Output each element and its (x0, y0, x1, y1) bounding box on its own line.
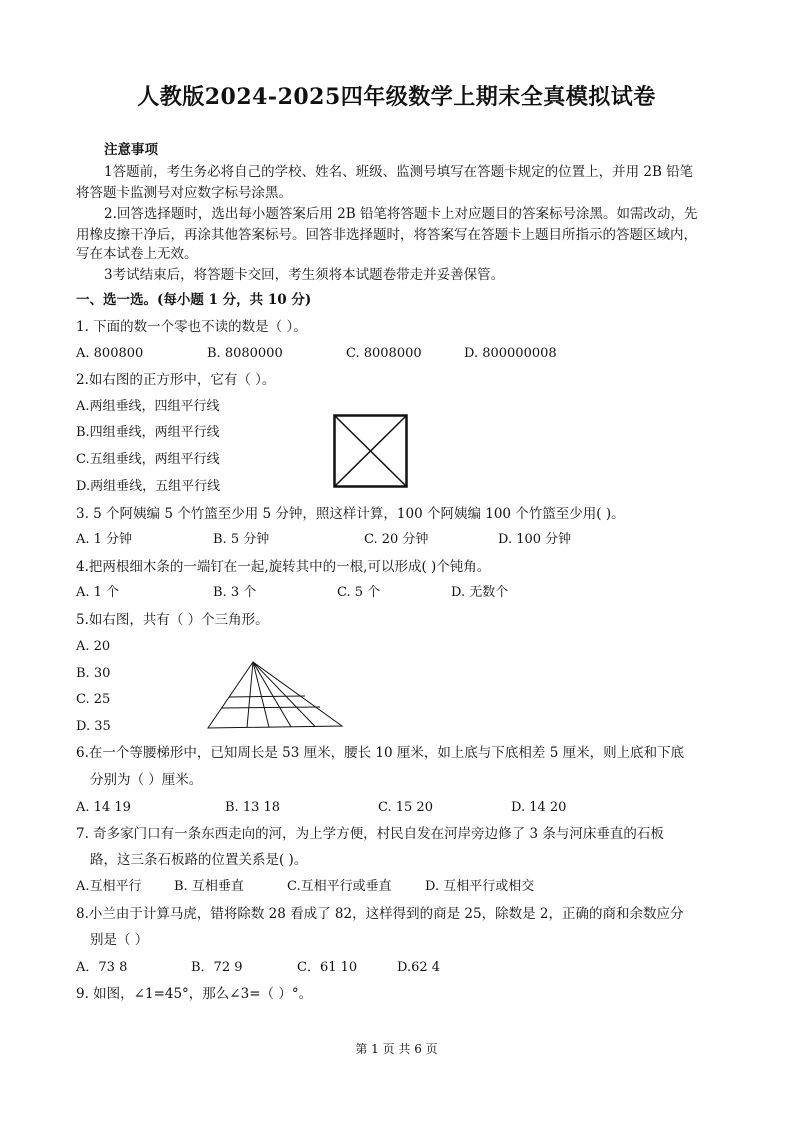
question-9-stem: 9. 如图，∠1=45°，那么∠3=（ ）°。 (76, 986, 313, 1002)
question-6-option-b: B. 13 18 (225, 800, 281, 815)
notice-line-1: 1答题前，考生务必将自己的学校、姓名、班级、监测号填写在答题卡规定的位置上，并用 2B 铅笔 (104, 164, 694, 180)
question-4-option-c: C. 5 个 (337, 585, 381, 600)
question-2-option-a: A.两组垂线，四组平行线 (76, 399, 220, 414)
question-8-option-c: C．61 10 (297, 960, 358, 975)
question-7-stem-line-1: 7. 奇多家门口有一条东西走向的河，为上学方便，村民自发在河岸旁边修了 3 条与河床垂直的石板 (76, 826, 664, 842)
question-6-stem-line-2: 分别为（ ）厘米。 (90, 772, 203, 788)
question-8-option-d: D.62 4 (397, 960, 441, 975)
question-5-stem: 5.如右图，共有（ ）个三角形。 (76, 612, 269, 628)
question-1-stem: 1. 下面的数一个零也不读的数是（ ）。 (76, 319, 307, 335)
question-1-option-b: B. 8080000 (207, 346, 283, 361)
question-5-option-a: A. 20 (76, 639, 111, 654)
question-7-option-b: B. 互相垂直 (174, 879, 244, 894)
question-6-stem-line-1: 6.在一个等腰梯形中，已知周长是 53 厘米，腰长 10 厘米，如上底与下底相差 5 厘米，则上底和下底 (76, 745, 685, 761)
notice-line-3: 2.回答选择题时，选出每小题答案后用 2B 铅笔将答题卡上对应题目的答案标号涂黑。如需改动，先 (104, 206, 698, 222)
question-4-option-d: D. 无数个 (451, 585, 509, 600)
question-8-option-a: A．73 8 (76, 960, 128, 975)
question-6-option-a: A. 14 19 (76, 800, 131, 815)
question-7-option-d: D. 互相平行或相交 (425, 879, 535, 894)
triangle-count-figure (207, 660, 343, 730)
question-2-option-c: C.五组垂线，两组平行线 (76, 452, 220, 467)
question-3-option-d: D. 100 分钟 (498, 532, 572, 547)
question-4-option-a: A. 1 个 (76, 585, 120, 600)
question-5-option-b: B. 30 (76, 666, 111, 681)
question-8-stem-line-1: 8.小兰由于计算马虎，错将除数 28 看成了 82，这样得到的商是 25，除数是 2，正确的商和余数应分 (76, 906, 684, 922)
page-footer: 第 1 页 共 6 页 (355, 1042, 438, 1056)
question-1-option-d: D. 800000008 (464, 346, 557, 361)
question-2-option-d: D.两组垂线，五组平行线 (76, 479, 221, 494)
question-4-option-b: B. 3 个 (213, 585, 257, 600)
notice-line-6: 3考试结束后，将答题卡交回，考生须将本试题卷带走并妥善保管。 (104, 267, 505, 283)
question-5-option-d: D. 35 (76, 719, 111, 734)
question-6-option-c: C. 15 20 (378, 800, 433, 815)
question-3-option-c: C. 20 分钟 (364, 532, 429, 547)
question-6-option-d: D. 14 20 (511, 800, 567, 815)
section-heading: 一、选一选。(每小题 1 分，共 10 分) (76, 292, 312, 308)
question-4-stem: 4.把两根细木条的一端钉在一起,旋转其中的一根,可以形成( )个钝角。 (76, 559, 491, 575)
question-7-stem-line-2: 路，这三条石板路的位置关系是( )。 (90, 852, 308, 868)
question-7-option-c: C.互相平行或垂直 (287, 879, 392, 894)
notice-line-4: 用橡皮擦干净后，再涂其他答案标号。回答非选择题时，将答案写在答题卡上题目所指示的答题区域内， (76, 227, 697, 243)
question-1-option-a: A. 800800 (76, 346, 144, 361)
question-3-option-b: B. 5 分钟 (213, 532, 270, 547)
question-3-option-a: A. 1 分钟 (76, 532, 133, 547)
notice-line-2: 将答题卡监测号对应数字标号涂黑。 (76, 185, 292, 201)
notice-line-5: 写在本试卷上无效。 (76, 246, 198, 262)
question-2-stem: 2.如右图的正方形中，它有（ ）。 (76, 372, 276, 388)
question-2-option-b: B.四组垂线，两组平行线 (76, 425, 220, 440)
notice-heading: 注意事项 (104, 142, 158, 158)
question-7-option-a: A.互相平行 (76, 879, 142, 894)
page-title: 人教版2024-2025四年级数学上期末全真模拟试卷 (137, 84, 656, 110)
question-8-option-b: B．72 9 (191, 960, 243, 975)
question-3-stem: 3. 5 个阿姨编 5 个竹篮至少用 5 分钟，照这样计算，100 个阿姨编 100 个竹篮至少用( )。 (76, 506, 625, 522)
question-8-stem-line-2: 别是（ ） (90, 932, 149, 948)
square-diagonals-figure (333, 414, 408, 488)
question-1-option-c: C. 8008000 (346, 346, 422, 361)
question-5-option-c: C. 25 (76, 692, 111, 707)
